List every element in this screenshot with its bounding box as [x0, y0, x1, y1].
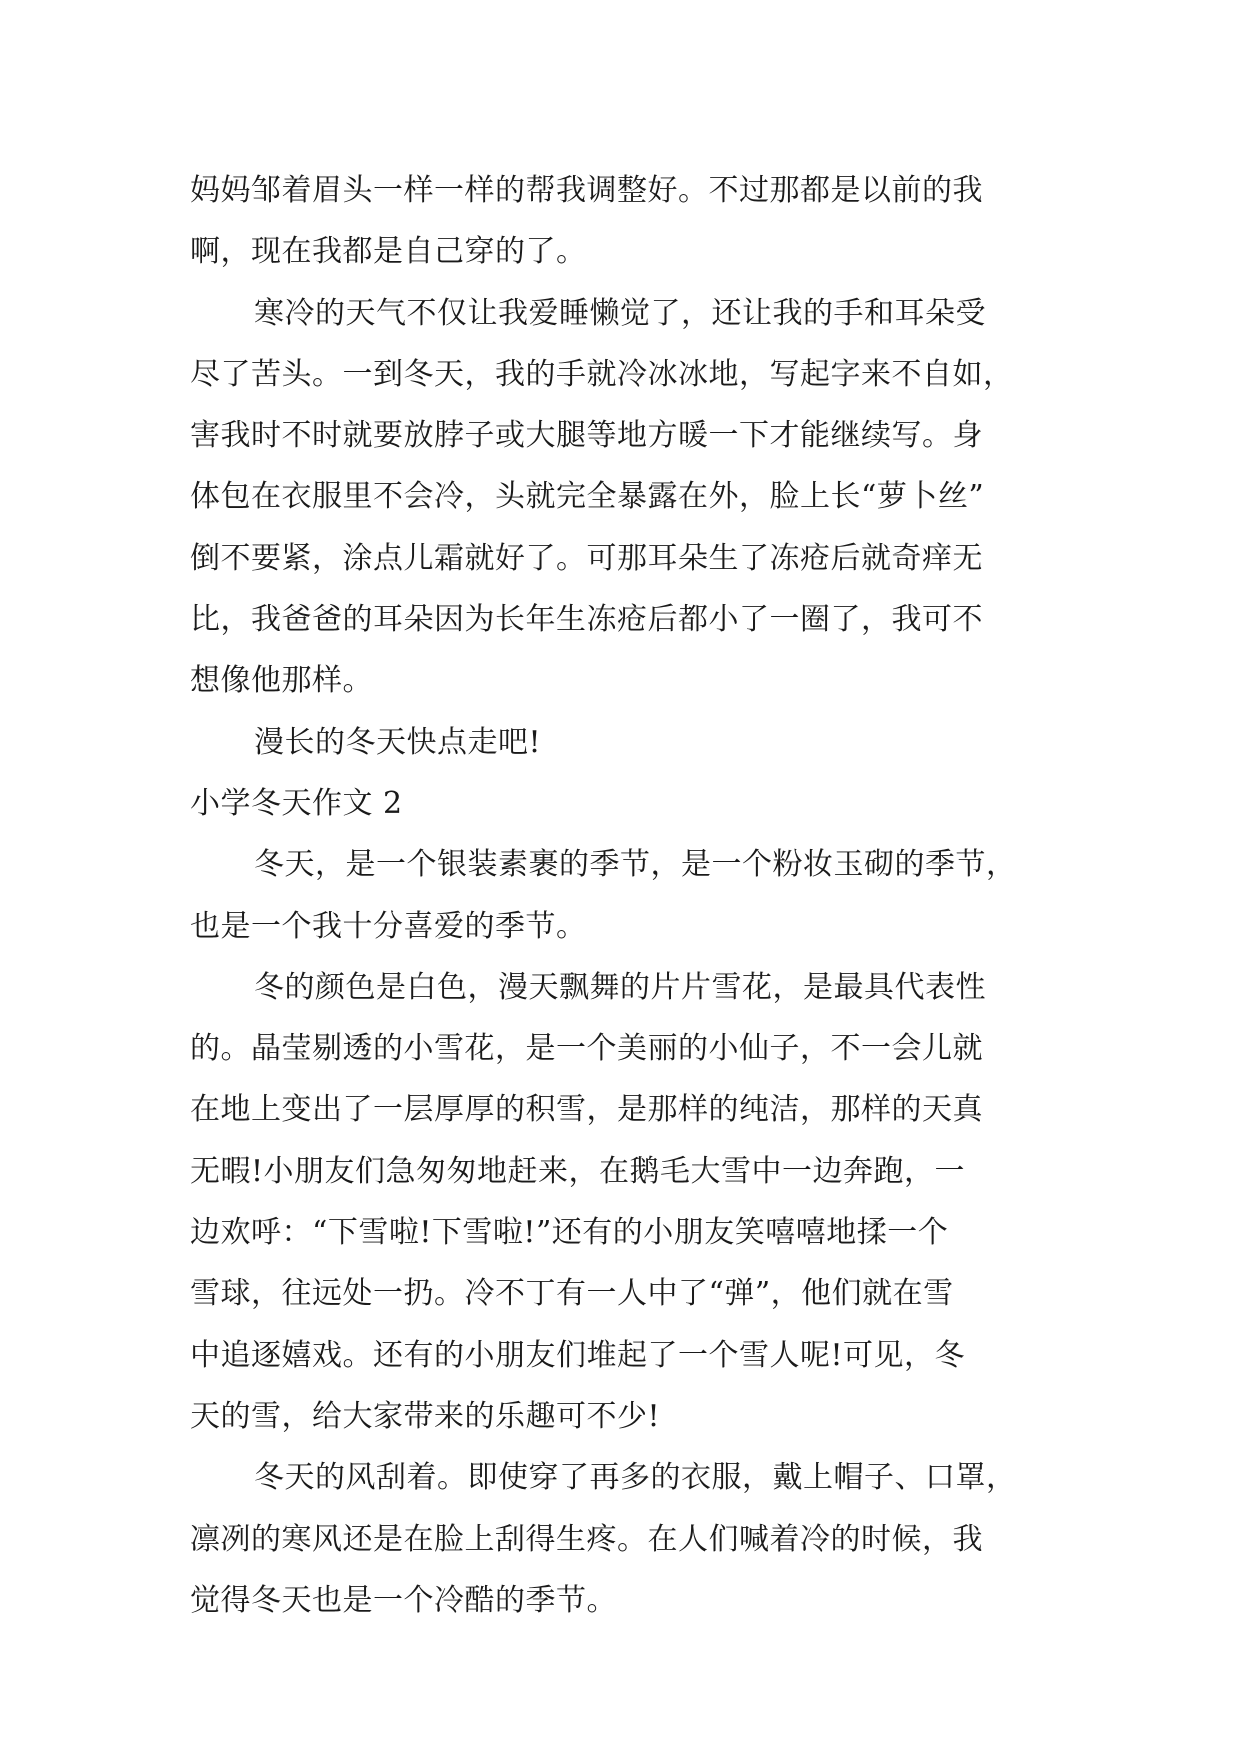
paragraph-6 — [190, 1447, 1060, 1631]
text-line: 边欢呼：“下雪啦!下雪啦!”还有的小朋友笑嘻嘻地揉一个 — [190, 1215, 949, 1251]
text-line: 中追逐嬉戏。还有的小朋友们堆起了一个雪人呢!可见，冬 — [190, 1337, 966, 1373]
text-line: 在地上变出了一层厚厚的积雪，是那样的纯洁，那样的天真 — [190, 1092, 983, 1128]
text-line: 冬天，是一个银装素裹的季节，是一个粉妆玉砌的季节， — [254, 847, 1017, 883]
paragraph-3 — [190, 712, 1060, 773]
text-line: 也是一个我十分喜爱的季节。 — [190, 908, 587, 944]
text-line: 啊，现在我都是自己穿的了。 — [190, 234, 587, 270]
text-line: 冬的颜色是白色，漫天飘舞的片片雪花，是最具代表性 — [254, 969, 986, 1005]
text-line: 害我时不时就要放脖子或大腿等地方暖一下才能继续写。身 — [190, 418, 983, 454]
text-line: 凛冽的寒风还是在脸上刮得生疼。在人们喊着冷的时候，我 — [190, 1521, 983, 1557]
text-line: 比，我爸爸的耳朵因为长年生冻疮后都小了一圈了，我可不 — [190, 602, 983, 638]
document-body — [190, 160, 1060, 1631]
text-line: 的。晶莹剔透的小雪花，是一个美丽的小仙子，不一会儿就 — [190, 1031, 983, 1067]
text-line: 体包在衣服里不会冷，头就完全暴露在外，脸上长“萝卜丝” — [190, 479, 985, 515]
text-line: 漫长的冬天快点走吧! — [254, 724, 542, 760]
text-line: 寒冷的天气不仅让我爱睡懒觉了，还让我的手和耳朵受 — [254, 295, 986, 331]
paragraph-5 — [190, 957, 1060, 1447]
text-line: 无暇!小朋友们急匆匆地赶来，在鹅毛大雪中一边奔跑，一 — [190, 1153, 966, 1189]
text-line: 冬天的风刮着。即使穿了再多的衣服，戴上帽子、口罩， — [254, 1460, 1017, 1496]
text-line: 想像他那样。 — [190, 663, 373, 699]
text-line: 雪球，往远处一扔。冷不丁有一人中了“弹”，他们就在雪 — [190, 1276, 954, 1312]
paragraph-1 — [190, 160, 1060, 283]
text-line: 妈妈邹着眉头一样一样的帮我调整好。不过那都是以前的我 — [190, 173, 983, 208]
text-line: 倒不要紧，涂点儿霜就好了。可那耳朵生了冻疮后就奇痒无 — [190, 540, 983, 576]
text-line: 觉得冬天也是一个冷酷的季节。 — [190, 1582, 617, 1618]
paragraph-4 — [190, 834, 1060, 957]
text-line: 天的雪，给大家带来的乐趣可不少! — [190, 1398, 661, 1434]
section-title: 小学冬天作文 2 — [190, 785, 403, 821]
paragraph-2 — [190, 283, 1060, 712]
text-line: 尽了苦头。一到冬天，我的手就冷冰冰地，写起字来不自如， — [190, 356, 1014, 392]
